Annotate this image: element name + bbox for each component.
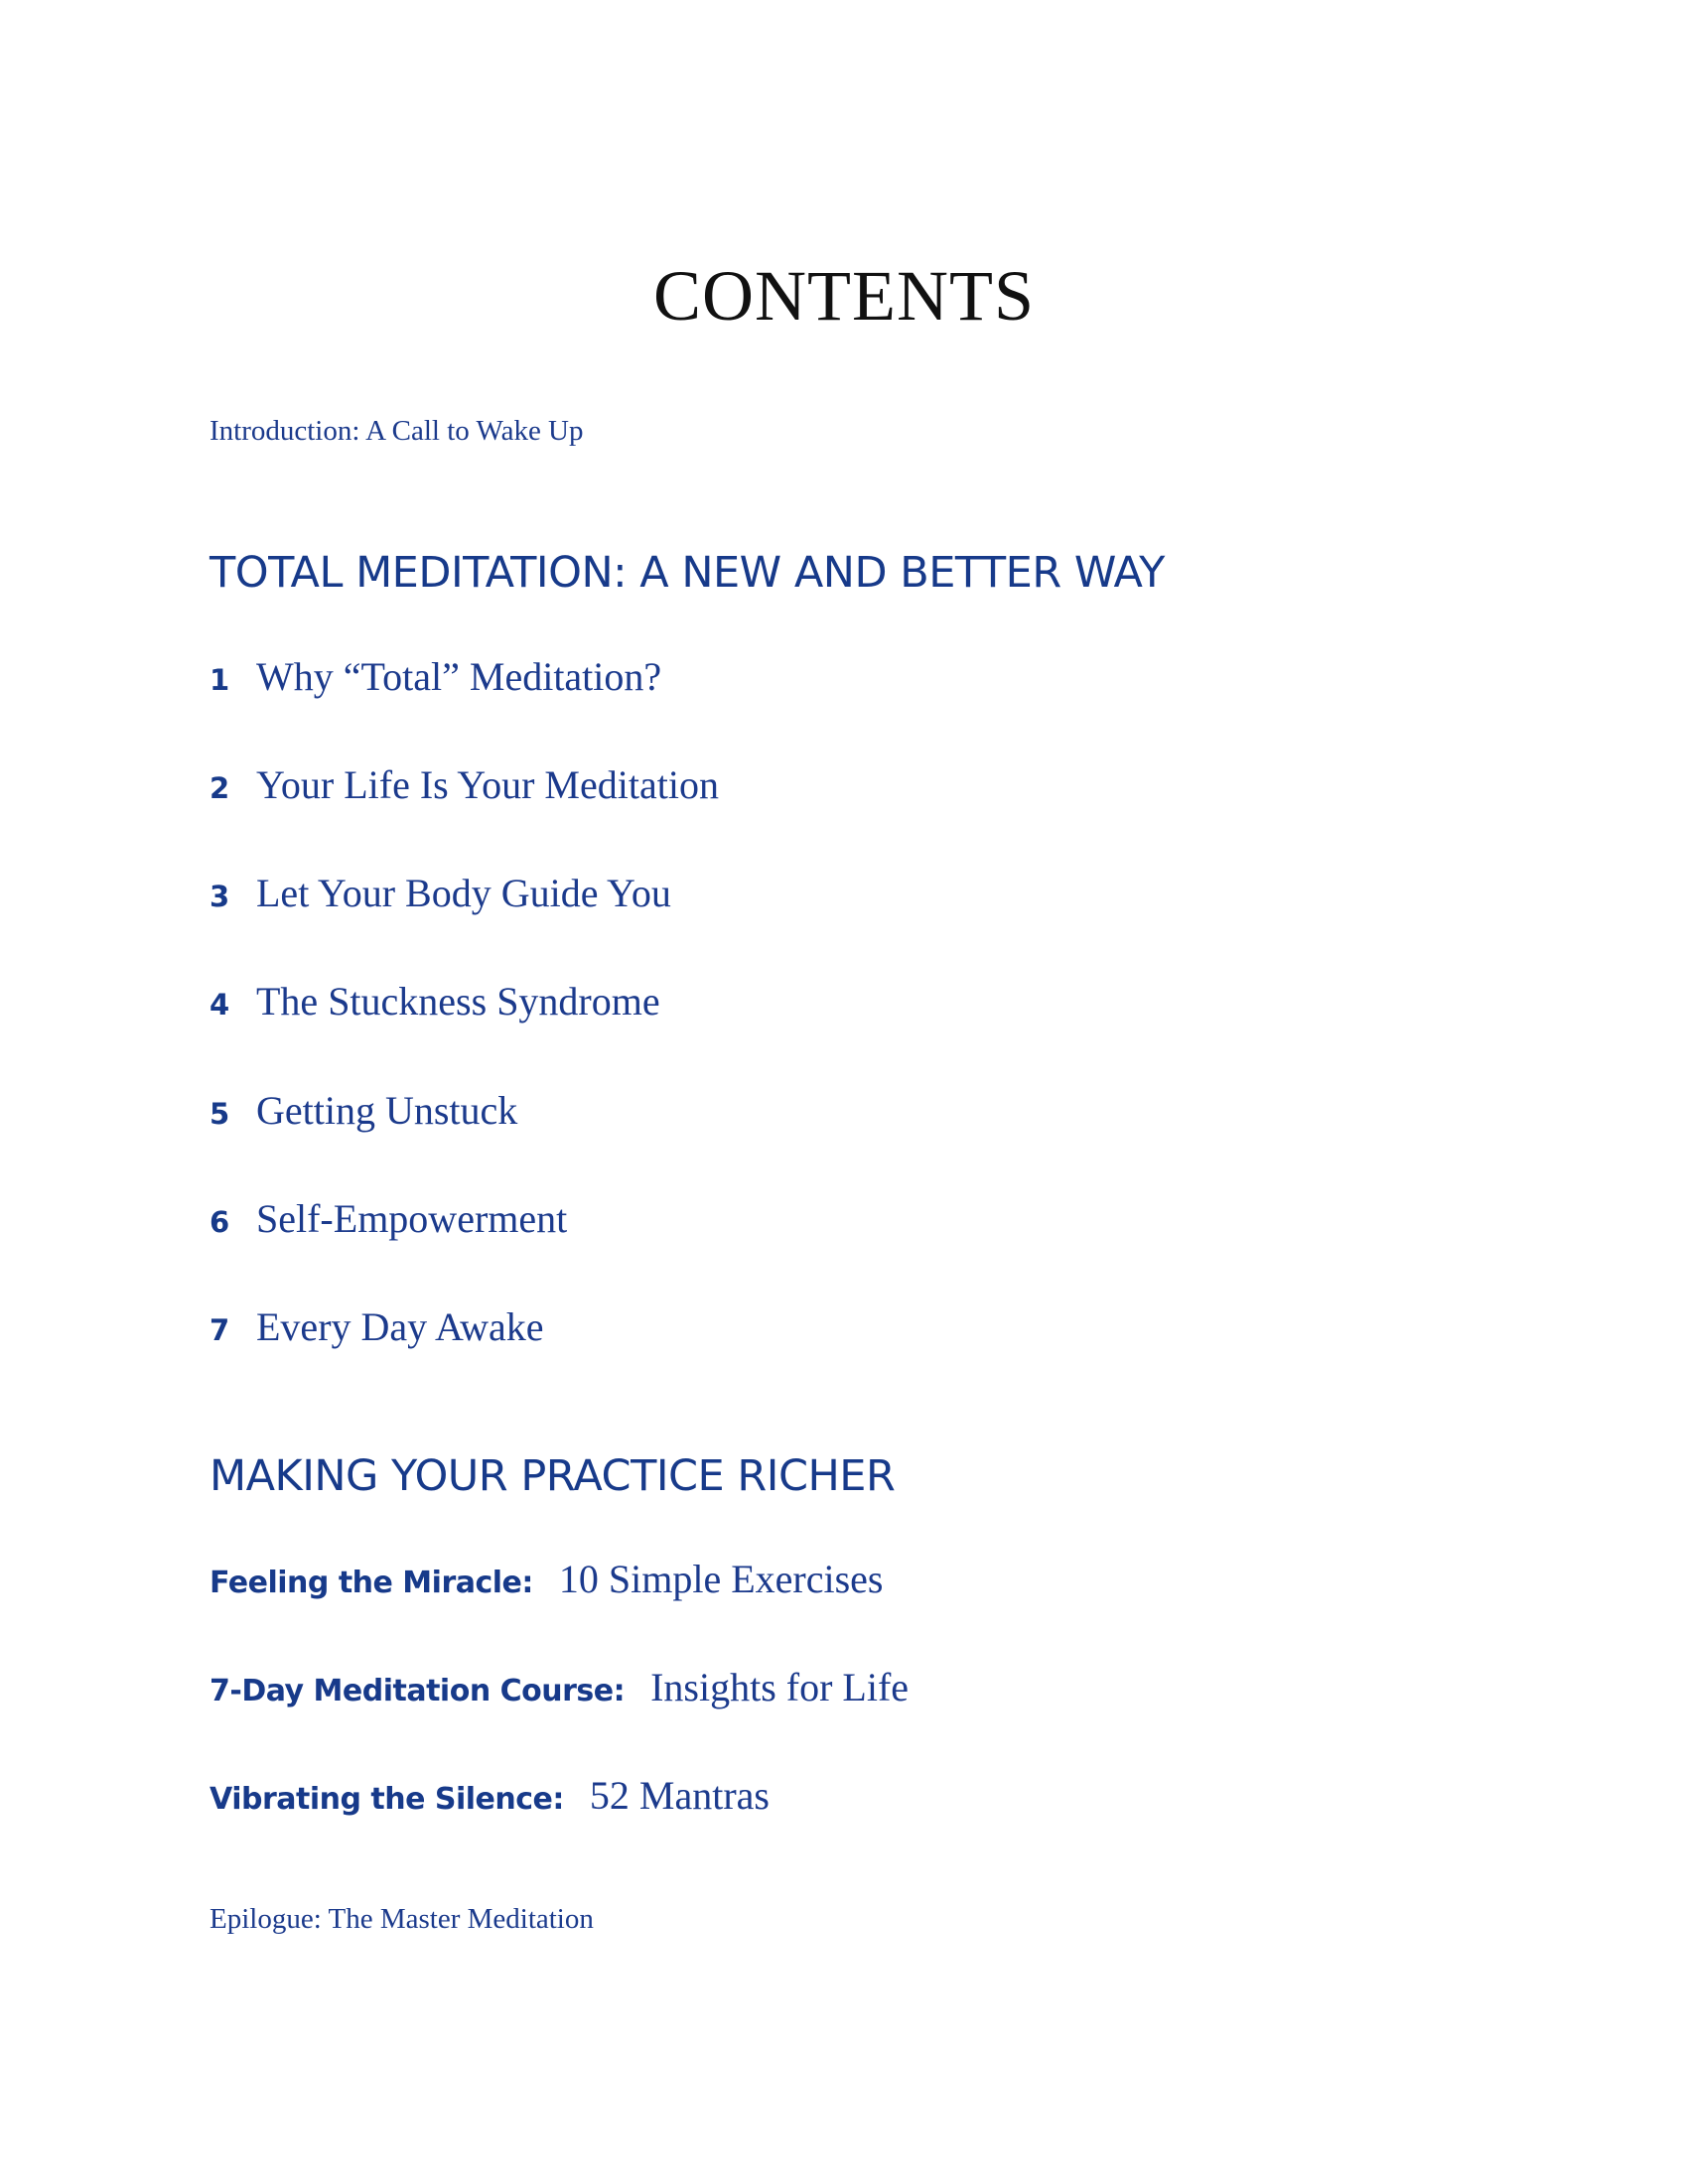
- toc-chapter-1[interactable]: [210, 654, 662, 699]
- chapter-title: Getting Unstuck: [256, 1088, 518, 1133]
- toc-extra-1[interactable]: [210, 1557, 884, 1601]
- chapter-number: 3: [210, 880, 230, 913]
- chapter-title: Why “Total” Meditation?: [256, 654, 662, 699]
- chapter-title: The Stuckness Syndrome: [256, 979, 660, 1024]
- chapter-title: Your Life Is Your Meditation: [256, 762, 719, 807]
- chapter-number: 4: [210, 988, 230, 1022]
- toc-introduction-link[interactable]: Introduction: A Call to Wake Up: [210, 415, 584, 447]
- toc-chapter-7[interactable]: [210, 1304, 544, 1349]
- chapter-title: Let Your Body Guide You: [256, 871, 671, 915]
- page-title: CONTENTS: [653, 256, 1035, 336]
- toc-extra-3[interactable]: [210, 1773, 770, 1818]
- chapter-number: 7: [210, 1313, 230, 1347]
- toc-epilogue-link[interactable]: Epilogue: The Master Meditation: [210, 1903, 594, 1935]
- toc-chapter-5[interactable]: [210, 1088, 518, 1133]
- extra-label: Vibrating the Silence:: [210, 1782, 564, 1817]
- part-two-heading: MAKING YOUR PRACTICE RICHER: [210, 1451, 896, 1501]
- toc-extra-2[interactable]: [210, 1665, 910, 1709]
- chapter-number: 1: [210, 663, 230, 697]
- part-one-heading: TOTAL MEDITATION: A NEW AND BETTER WAY: [210, 548, 1165, 598]
- toc-chapter-2[interactable]: [210, 762, 719, 807]
- toc-chapter-6[interactable]: [210, 1196, 568, 1241]
- chapter-number: 5: [210, 1097, 230, 1131]
- extra-subtitle: 52 Mantras: [589, 1773, 770, 1818]
- chapter-number: 6: [210, 1205, 230, 1239]
- extra-subtitle: Insights for Life: [650, 1665, 910, 1709]
- toc-chapter-4[interactable]: [210, 979, 660, 1024]
- extra-label: Feeling the Miracle:: [210, 1566, 533, 1600]
- toc-chapter-3[interactable]: [210, 871, 671, 915]
- extra-label: 7-Day Meditation Course:: [210, 1674, 626, 1708]
- extra-subtitle: 10 Simple Exercises: [558, 1557, 884, 1601]
- chapter-title: Self-Empowerment: [256, 1196, 568, 1241]
- chapter-title: Every Day Awake: [256, 1304, 544, 1349]
- chapter-number: 2: [210, 771, 230, 805]
